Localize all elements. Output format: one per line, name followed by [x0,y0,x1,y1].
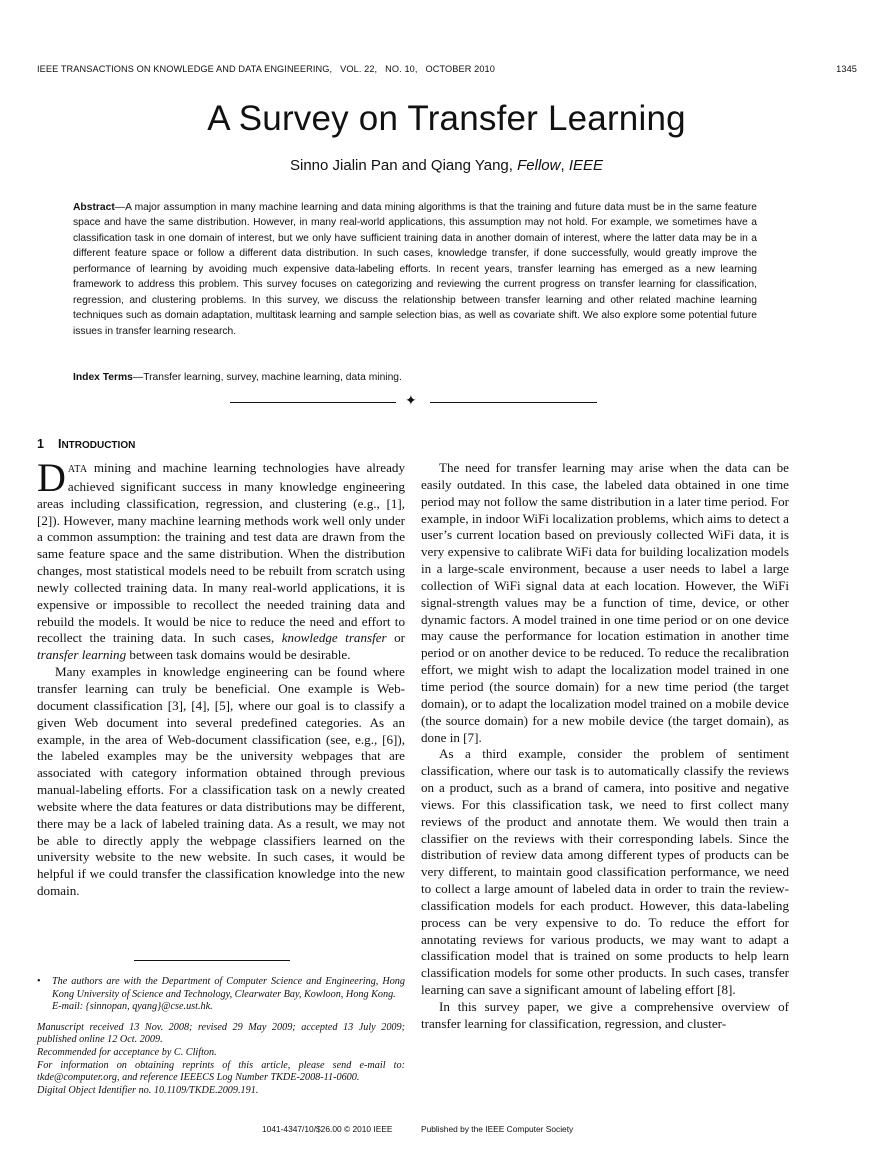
divider-star-icon: ✦ [405,394,417,409]
abstract-label: Abstract [73,202,115,213]
abstract-text: —A major assumption in many machine learning and data mining algorithms is that the training and future data must be in the same feature space and have the same distribution. However, in many real-world applications, this assumption may not hold. For example, we sometimes have a classification task in one domain of interest, but we only have sufficient training data in another domain of interest, where the latter data may be in a different feature space or follow a different data distribution. In such cases, knowledge transfer, if done successfully, would greatly improve the performance of learning by avoiding much expensive data-labeling efforts. In recent years, transfer learning has emerged as a new learning framework to address this problem. This survey focuses on categorizing and reviewing the current progress on transfer learning for classification, regression, and clustering problems. In this survey, we discuss the relationship between transfer learning and other related machine learning techniques such as domain adaptation, multitask learning and sample selection bias, as well as covariate shift. We also explore some potential future issues in transfer learning research. [73,202,757,337]
divider-right-rule [430,402,597,403]
running-header [37,64,857,74]
author-ieee: IEEE [568,157,603,174]
issn-line: 1041-4347/10/$26.00 © 2010 IEEE [262,1124,393,1134]
right-column [421,460,789,1033]
index-terms-text: —Transfer learning, survey, machine learning, data mining. [132,372,402,383]
index-terms-label: Index Terms [73,372,133,383]
journal-name: IEEE TRANSACTIONS ON KNOWLEDGE AND DATA ENGINEERING, [37,64,333,74]
paper-title: A Survey on Transfer Learning [207,99,686,138]
footnotes [37,976,405,1097]
drop-cap: D [37,455,66,500]
intro-paragraph-2: Many examples in knowledge engineering can be found where transfer learning can truly be beneficial. One example is Web-document classification [3], [4], [5], where our goal is to classify a given Web document into several predefined categories. As an example, in the area of Web-document classification (see, e.g., [6]), the labeled examples may be the university webpages that are associated with category information obtained through previous manual-labeling efforts. For a classification task on a newly created website where the data features or data distributions may be different, there may be a lack of labeled training data. As a result, we may not be able to directly apply the webpage classifiers learned on the university website to the new website. In such cases, it would be helpful if we could transfer the classification knowledge into the new domain. [37,664,405,899]
index-terms [73,372,757,383]
author-sep: , [560,157,565,174]
intro-p1-text-a: mining and machine learning technologies have already achieved significant success in many knowledge engineering areas including classification, regression, and clustering (e.g., [1], [2]). However, many machine learning methods work well only under a common assumption: the training and test data are drawn from the same feature space and the same distribution. When the distribution changes, most statistical models need to be rebuilt from scratch using newly collected training data. In many real-world applications, it is expensive or impossible to recollect the needed training data and rebuild the models. It would be nice to reduce the need and effort to recollect the training data. In such cases, [37,460,405,646]
journal-number: NO. 10, [385,64,418,74]
footnote-rule [134,960,290,961]
author-email: E-mail: {sinnopan, qyang}@cse.ust.hk. [52,1001,213,1013]
page-number: 1345 [836,64,857,74]
drop-cap-continuation: ATA [67,464,88,475]
abstract [73,200,757,339]
intro-paragraph-5: In this survey paper, we give a comprehensive overview of transfer learning for classification, regression, and cluster- [421,999,789,1031]
doi: Digital Object Identifier no. 10.1109/TKDE.2009.191. [37,1084,259,1096]
journal-date: OCTOBER 2010 [425,64,495,74]
author-line [0,157,893,174]
section-title-rest: NTRODUCTION [61,440,136,451]
intro-p1-text-b: or [386,630,406,646]
author-names: Sinno Jialin Pan and Qiang Yang, [289,157,513,174]
intro-paragraph-4: As a third example, consider the problem of sentiment classification, where our task is to automatically classify the reviews on a product, such as a brand of camera, into positive and negative views. For this classification task, we need to first collect many reviews of the product and annotate them. We would then train a classifier on the reviews with their corresponding labels. Since the distribution of review data among different types of products can be very different, to maintain good classification performance, we need to collect a large amount of labeled data in order to train the review-classification models for each product. However, this data-labeling process can be very expensive to do. To reduce the effort for annotating reviews for various products, we may want to adapt a classification model that is trained on some products to help learn classification models for some other products. In such cases, transfer learning can save a significant amount of labeling effort [8]. [421,746,789,998]
intro-p1-emphasis-2: transfer learning [37,647,127,663]
intro-paragraph-1 [37,455,406,664]
section-number: 1 [37,437,44,451]
author-fellow: Fellow [517,157,561,174]
manuscript-history: Manuscript received 13 Nov. 2008; revised 29 May 2009; accepted 13 July 2009; published online 12 Oct. 2009. [37,1021,405,1046]
left-column [37,455,406,900]
affiliation-text: The authors are with the Department of Computer Science and Engineering, Hong Kong University of Science and Technology, Clearwater Bay, Kowloon, Hong Kong. [52,976,405,1000]
intro-paragraph-3: The need for transfer learning may arise when the data can be easily outdated. In this case, the labeled data obtained in one time period may not follow the same distribution in a later time period. For example, in indoor WiFi localization problems, which aims to detect a user’s current location based on previously collected WiFi data, it is very expensive to calibrate WiFi data for building localization models in a large-scale environment, because a user needs to label a large collection of WiFi signal data at each location. However, the WiFi signal-strength values may be a function of time, device, or other dynamic factors. A model trained in one time period or on one device may cause the performance for location estimation in another time period or on another device to be reduced. To reduce the recalibration effort, we might wish to adapt the localization model trained in one time period (the source domain) for a new time period (the target domain), or to adapt the localization model trained on a mobile device (the source domain) for a new mobile device (the target domain), as done in [7]. [421,460,789,745]
affiliation-note [37,976,405,1014]
section-heading [37,437,135,451]
publisher-line: Published by the IEEE Computer Society [421,1124,574,1134]
intro-p1-emphasis-1: knowledge transfer [281,630,387,646]
divider-left-rule [230,402,396,403]
bullet-icon: • [37,976,41,987]
journal-volume: VOL. 22, [340,64,378,74]
intro-p1-text-c: between task domains would be desirable. [126,647,351,663]
section-title-initial: I [57,437,62,451]
recommended-by: Recommended for acceptance by C. Clifton. [37,1046,217,1058]
reprints-info: For information on obtaining reprints of this article, please send e-mail to: tkde@computer.org, and reference IEEECS Log Number TKDE-2008-11-0600. [37,1059,405,1084]
